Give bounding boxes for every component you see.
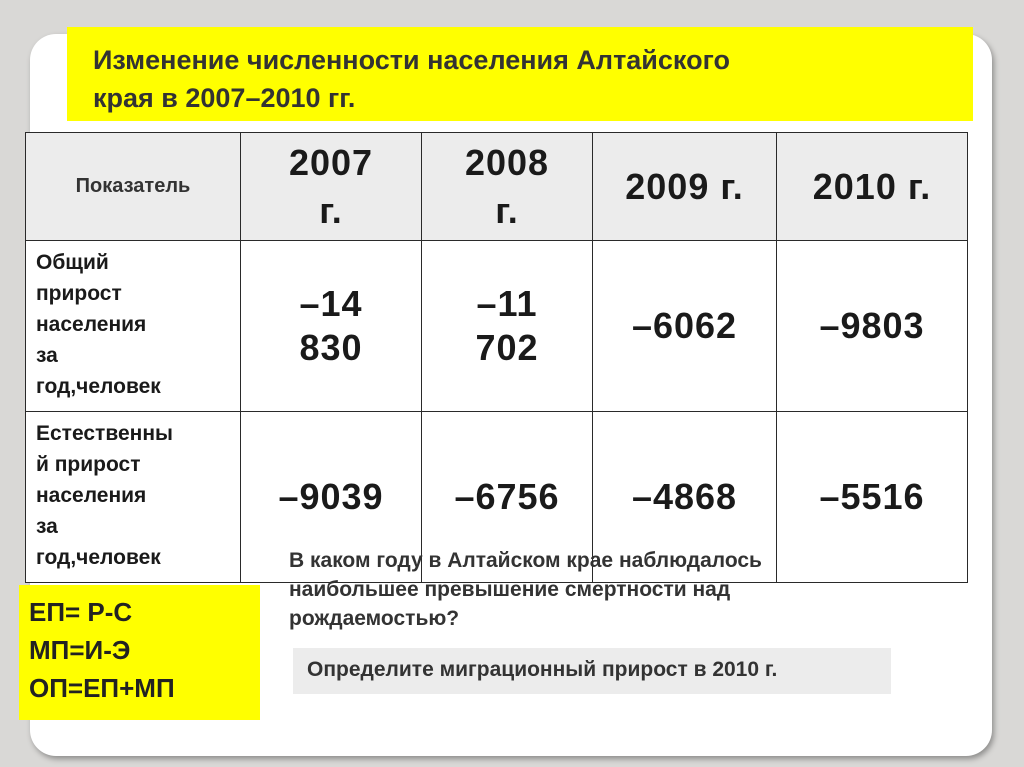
header-year: 2008 г.	[422, 133, 593, 241]
formula-box	[19, 585, 260, 720]
row-label: Естественны й прирост населения за год,человек	[26, 412, 241, 583]
header-label: Показатель	[26, 133, 241, 241]
formula-line: ЕП= Р-С	[29, 597, 133, 627]
question-text: В каком году в Алтайском крае наблюдалось наибольшее превышение смертности над рождаемостью?	[289, 549, 762, 630]
table-cell: –14 830	[241, 241, 422, 412]
table-cell: –6062	[593, 241, 777, 412]
slide-title: Изменение численности населения Алтайского края в 2007–2010 гг.	[67, 27, 973, 121]
formula-line: МП=И-Э	[29, 635, 131, 665]
header-year: 2007 г.	[241, 133, 422, 241]
table-cell: –5516	[777, 412, 968, 583]
table-row	[26, 241, 968, 412]
table-header-row	[26, 133, 968, 241]
header-year: 2010 г.	[777, 133, 968, 241]
header-year: 2009 г.	[593, 133, 777, 241]
row-label: Общий прирост населения за год,человек	[26, 241, 241, 412]
table-cell: –9803	[777, 241, 968, 412]
table-cell: –4868	[593, 412, 777, 583]
table-cell: –9039	[241, 412, 422, 583]
population-table	[25, 132, 968, 583]
task-box: Определите миграционный прирост в 2010 г.	[293, 648, 891, 694]
table-cell: –11 702	[422, 241, 593, 412]
formula-line: ОП=ЕП+МП	[29, 673, 175, 703]
table-cell: –6756	[422, 412, 593, 583]
